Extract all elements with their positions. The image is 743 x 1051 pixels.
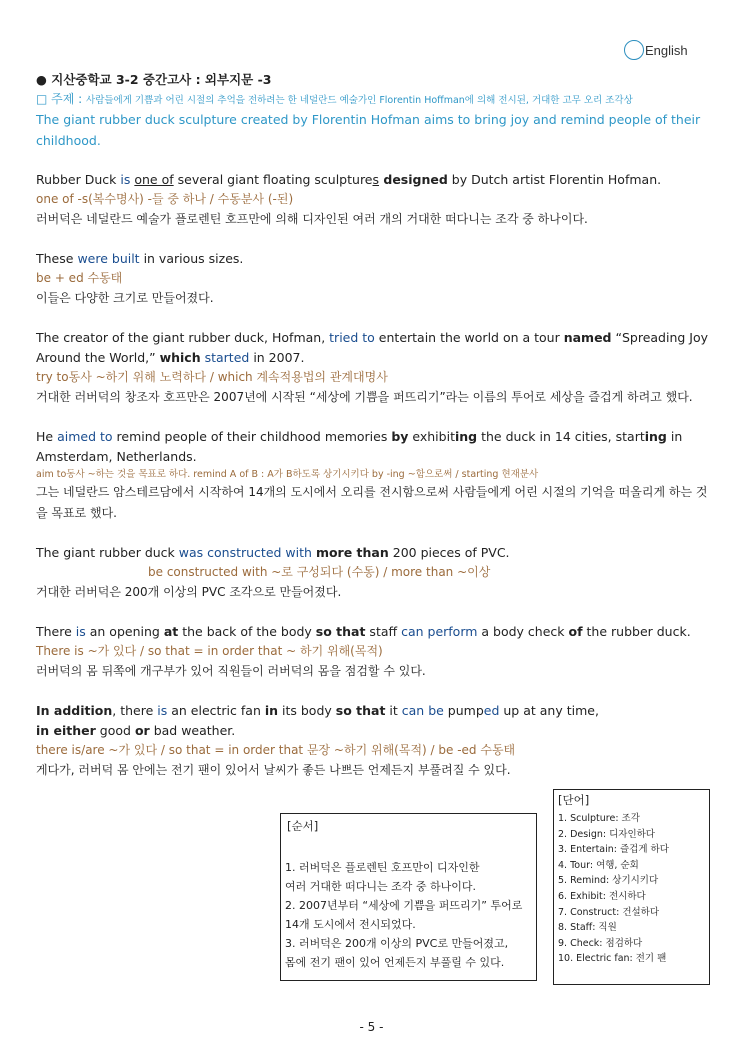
korean-translation: 그는 네덜란드 암스테르담에서 시작하여 14개의 도시에서 오리를 전시함으로써 사람들에게 어린 시절의 기억을 떠올리게 하는 것을 목표로 했다. (36, 485, 708, 520)
english-sentence: These were built in various sizes. (36, 251, 244, 266)
vocab-box (553, 789, 710, 985)
english-sentence: He aimed to remind people of their childhood memories by exhibiting the duck in 14 cities, starting in Amsterdam, Netherlands. (36, 429, 683, 464)
vocab-list (554, 811, 709, 967)
order-line: 2. 2007년부터 “세상에 기쁨을 퍼뜨리기” 투어로 (285, 899, 523, 912)
grammar-note: one of -s(복수명사) -들 중 하나 / 수동분사 (-된) (36, 192, 294, 206)
order-box (280, 813, 537, 981)
korean-translation: 러버덕의 몸 뒤쪽에 개구부가 있어 직원들이 러버덕의 몸을 점검할 수 있다. (36, 664, 426, 678)
vocab-item: 8. Staff: 직원 (558, 922, 617, 934)
vocab-item: 10. Electric fan: 전기 팬 (558, 953, 667, 965)
topic-line (36, 91, 710, 109)
korean-translation: 러버덕은 네덜란드 예술가 플로렌틴 호프만에 의해 디자인된 여러 개의 거대한 떠다니는 조각 중 하나이다. (36, 212, 588, 226)
vocab-box-heading: [단어] (558, 793, 590, 807)
sentence-block-1 (36, 170, 710, 230)
vocab-item: 6. Exhibit: 전시하다 (558, 890, 646, 902)
page-number: - 5 - (359, 1020, 384, 1034)
summary-text: The giant rubber duck sculpture created by Florentin Hofman aims to bring joy and remind people of their childhood. (36, 112, 701, 148)
korean-translation: 거대한 러버덕의 창조자 호프만은 2007년에 시작된 “세상에 기쁨을 퍼뜨리기”라는 이름의 투어로 세상을 즐겁게 하려고 했다. (36, 390, 693, 404)
korean-translation: 이들은 다양한 크기로 만들어졌다. (36, 291, 214, 305)
sentence-block-6 (36, 622, 710, 682)
order-box-items (281, 838, 536, 972)
english-sentence: The creator of the giant rubber duck, Hofman, tried to entertain the world on a tour named “Spreading Joy Around the World,” which started in 2007. (36, 330, 709, 365)
logo-word: English (645, 42, 688, 58)
english-sentence: There is an opening at the back of the body so that staff can perform a body check of the rubber duck. (36, 624, 691, 639)
order-line: 몸에 전기 팬이 있어 언제든지 부풀릴 수 있다. (285, 956, 505, 969)
grammar-note: be constructed with ~로 구성되다 (수동) / more than ~이상 (148, 565, 491, 579)
topic-text: 사람들에게 기쁨과 어린 시절의 추억을 전하려는 한 네덜란드 예술가인 Florentin Hoffman에 의해 전시된, 거대한 고무 오리 조각상 (86, 95, 633, 106)
order-line: 여러 거대한 떠다니는 조각 중 하나이다. (285, 880, 476, 893)
english-sentence: The giant rubber duck was constructed with more than 200 pieces of PVC. (36, 545, 510, 560)
english-sentence: In addition, there is an electric fan in its body so that it can be pumped up at any time, in either good or bad weather. (36, 703, 599, 738)
sentence-block-3 (36, 328, 710, 408)
english-sentence: Rubber Duck is one of several giant floating sculptures designed by Dutch artist Florentin Hofman. (36, 172, 662, 187)
sentence-block-7 (36, 701, 710, 781)
page-title: ● 지산중학교 3-2 중간고사 : 외부지문 -3 (36, 72, 272, 87)
sentence-block-4 (36, 427, 710, 524)
english-logo (624, 40, 688, 60)
grammar-note: try to동사 ~하기 위해 노력하다 / which 계속적용법의 관계대명사 (36, 370, 388, 384)
order-line: 3. 러버덕은 200개 이상의 PVC로 만들어졌고, (285, 937, 509, 950)
sentence-block-2 (36, 249, 710, 309)
korean-translation: 거대한 러버덕은 200개 이상의 PVC 조각으로 만들어졌다. (36, 585, 342, 599)
order-line: 14개 도시에서 전시되었다. (285, 918, 416, 931)
vocab-item: 9. Check: 점검하다 (558, 937, 643, 949)
grammar-note: There is ~가 있다 / so that = in order that ~ 하기 위해(목적) (36, 644, 383, 658)
logo-circle-icon (624, 40, 644, 60)
order-box-heading: [순서] (287, 819, 319, 833)
sentence-block-5 (36, 543, 710, 603)
vocab-item: 5. Remind: 상기시키다 (558, 875, 659, 887)
grammar-note: aim to동사 ~하는 것을 목표로 하다. remind A of B : A가 B하도록 상기시키다 by -ing ~함으로써 / starting 현재분사 (36, 469, 539, 480)
vocab-item: 1. Sculpture: 조각 (558, 813, 640, 824)
order-line: 1. 러버덕은 플로렌틴 호프만이 디자인한 (285, 861, 480, 874)
vocab-item: 2. Design: 디자인하다 (558, 828, 655, 840)
document-body (36, 70, 710, 781)
vocab-item: 4. Tour: 여행, 순회 (558, 859, 639, 871)
topic-label: □ 주제 : (36, 92, 87, 106)
korean-translation: 게다가, 러버덕 몸 안에는 전기 팬이 있어서 날씨가 좋든 나쁘든 언제든지 부풀려질 수 있다. (36, 763, 511, 777)
grammar-note: there is/are ~가 있다 / so that = in order that 문장 ~하기 위해(목적) / be -ed 수동태 (36, 743, 516, 757)
grammar-note: be + ed 수동태 (36, 271, 123, 285)
vocab-item: 3. Entertain: 즐겁게 하다 (558, 844, 669, 856)
vocab-item: 7. Construct: 건설하다 (558, 906, 660, 918)
